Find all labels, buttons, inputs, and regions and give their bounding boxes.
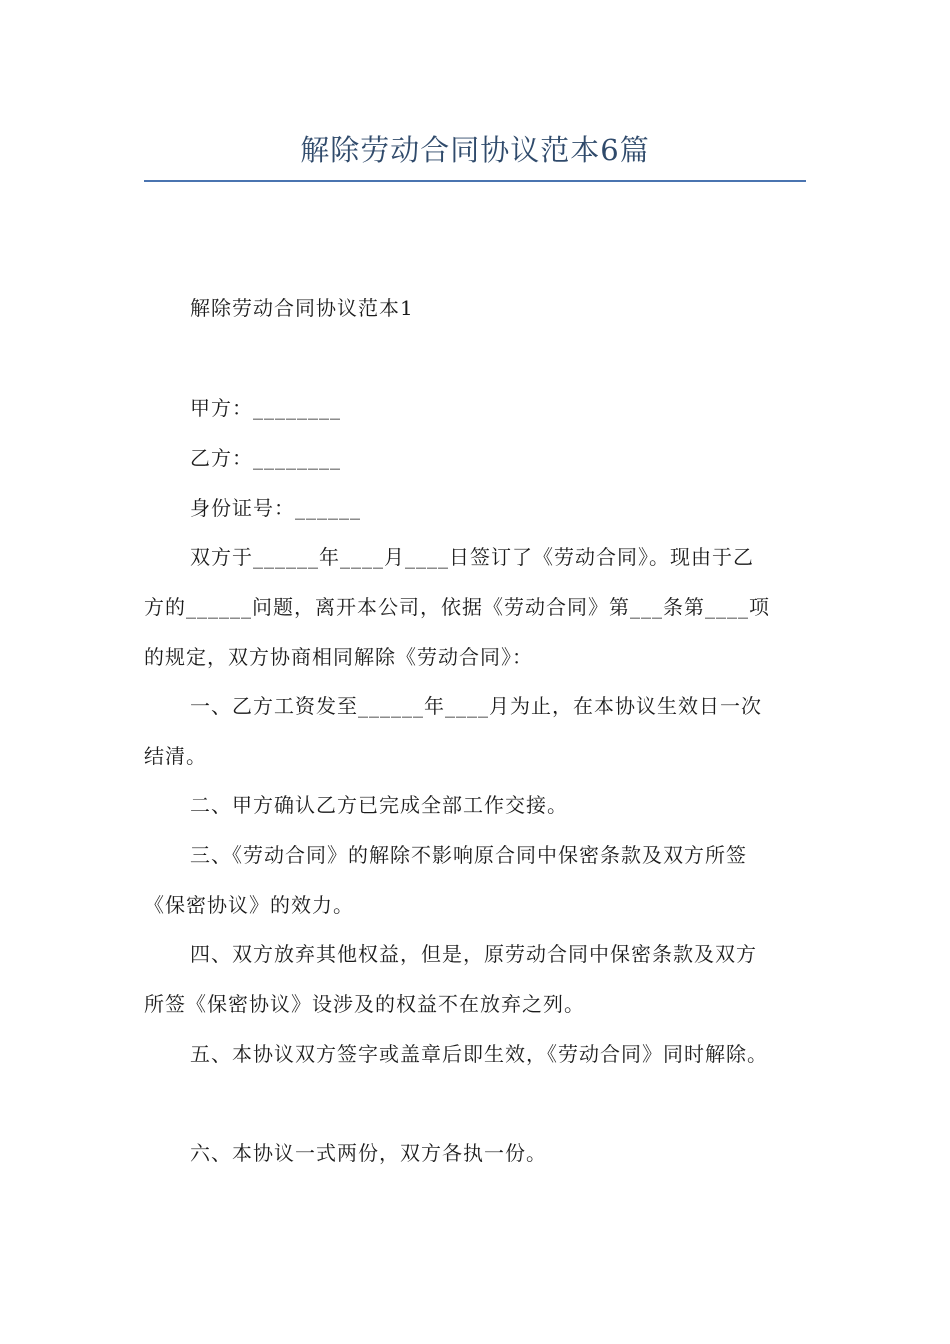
clause-1-line: 结清。 <box>144 744 207 768</box>
clause-4-line: 所签《保密协议》设涉及的权益不在放弃之列。 <box>144 992 585 1016</box>
id-number-line: 身份证号：______ <box>190 496 361 520</box>
paragraph-line: 方的______问题，离开本公司，依据《劳动合同》第___条第____项 <box>144 595 770 619</box>
clause-3-line: 三、《劳动合同》的解除不影响原合同中保密条款及双方所签 <box>190 843 747 867</box>
document-title: 解除劳动合同协议范本6篇 <box>300 133 650 167</box>
party-a-line: 甲方：________ <box>190 396 341 420</box>
title-underline <box>144 180 806 182</box>
clause-2-line: 二、甲方确认乙方已完成全部工作交接。 <box>190 793 568 817</box>
section-heading: 解除劳动合同协议范本1 <box>190 296 414 320</box>
clause-5-line: 五、本协议双方签字或盖章后即生效，《劳动合同》同时解除。 <box>190 1042 768 1066</box>
party-b-line: 乙方：________ <box>190 446 341 470</box>
clause-6-line: 六、本协议一式两份，双方各执一份。 <box>190 1141 547 1165</box>
clause-1-line: 一、乙方工资发至______年____月为止，在本协议生效日一次 <box>190 694 762 718</box>
paragraph-line: 双方于______年____月____日签订了《劳动合同》。现由于乙 <box>190 545 754 569</box>
clause-3-line: 《保密协议》的效力。 <box>144 893 354 917</box>
clause-4-line: 四、双方放弃其他权益，但是，原劳动合同中保密条款及双方 <box>190 942 757 966</box>
paragraph-line: 的规定，双方协商相同解除《劳动合同》： <box>144 645 533 669</box>
